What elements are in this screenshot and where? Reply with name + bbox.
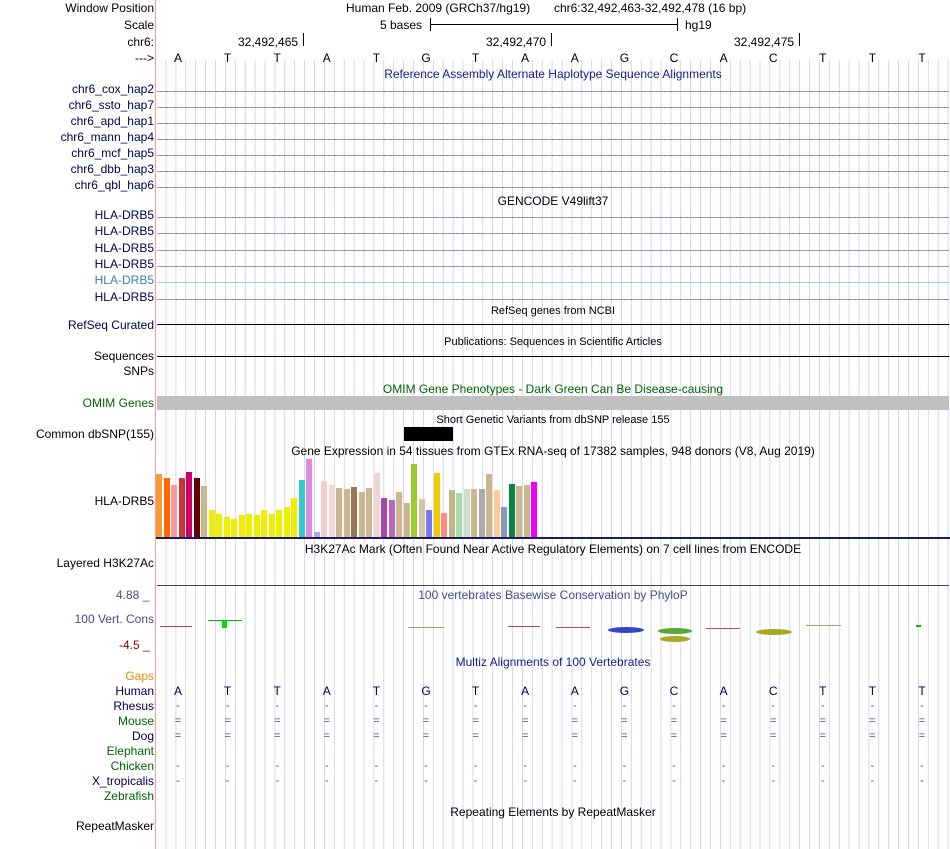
alt-haplotype-label[interactable]: chr6_apd_hap1 (70, 114, 154, 128)
window-position[interactable]: chr6:32,492,463-32,492,478 (16 bp) (554, 1, 747, 15)
alt-haplotype-label[interactable]: chr6_qbl_hap6 (74, 178, 154, 192)
multiz-alignment-cell: - (424, 775, 428, 787)
gtex-tissue-bar[interactable] (441, 513, 447, 537)
multiz-alignment-cell: = (819, 715, 827, 727)
multiz-alignment-cell: C (768, 684, 778, 698)
h3k27ac-track-title: H3K27Ac Mark (Often Found Near Active Regulatory Elements) on 7 cell lines from ENCODE (304, 542, 802, 556)
gtex-tissue-bar[interactable] (164, 478, 170, 537)
gtex-tissue-bar[interactable] (209, 510, 215, 537)
phylop-mark (408, 627, 444, 628)
base-letter: T (868, 51, 877, 65)
multiz-alignment-cell: - (820, 700, 825, 712)
base-letter: T (471, 51, 480, 65)
assembly-name: Human Feb. 2009 (GRCh37/hg19) (346, 1, 531, 15)
base-letter: A (719, 51, 728, 65)
h3k27ac-track-label[interactable]: Layered H3K27Ac (56, 556, 154, 570)
multiz-alignment-cell: - (275, 700, 280, 712)
multiz-alignment-cell: = (769, 730, 777, 742)
multiz-alignment-cell: A (322, 684, 331, 698)
base-letter: A (322, 51, 331, 65)
base-letter: A (570, 51, 579, 65)
multiz-alignment-cell: G (619, 684, 630, 698)
ruler-tick-mark-2 (551, 33, 552, 46)
multiz-alignment-cell: C (669, 684, 679, 698)
multiz-alignment-cell: = (720, 715, 727, 727)
scale-label: Scale (123, 18, 154, 32)
gtex-tissue-bar[interactable] (224, 517, 230, 537)
gtex-tissue-bar[interactable] (156, 474, 162, 537)
gtex-tissue-bar[interactable] (239, 515, 245, 537)
dbsnp-track-title: Short Genetic Variants from dbSNP release 155 (436, 414, 670, 426)
dbsnp-track-label[interactable]: Common dbSNP(155) (35, 427, 154, 441)
alt-haplotype-track-title: Reference Assembly Alternate Haplotype Sequence Alignments (384, 67, 722, 81)
multiz-alignment-cell: = (273, 715, 281, 727)
gtex-tissue-bar[interactable] (231, 519, 237, 537)
base-letter: T (918, 51, 926, 65)
gencode-transcript[interactable] (157, 261, 949, 267)
gtex-bar-chart[interactable] (156, 459, 756, 537)
gtex-tissue-bar[interactable] (471, 489, 477, 537)
base-letter: C (669, 51, 679, 65)
ruler-tick-3: 32,492,475 (734, 35, 795, 49)
multiz-alignment-cell: = (819, 730, 827, 742)
phylop-mark (756, 629, 792, 635)
multiz-species-label[interactable]: Rhesus (113, 699, 154, 713)
multiz-alignment-cell: = (224, 715, 231, 727)
multiz-alignment-cell: - (920, 760, 924, 772)
multiz-alignment-cell: - (622, 760, 627, 772)
gtex-baseline (156, 537, 950, 539)
multiz-alignment-cell: - (870, 775, 875, 787)
alt-haplotype-label[interactable]: chr6_mann_hap4 (60, 130, 154, 144)
gencode-transcript[interactable] (157, 294, 949, 300)
pubs-track-label[interactable]: Sequences (93, 349, 154, 363)
gtex-tissue-bar[interactable] (359, 492, 365, 537)
ruler-tick-mark-3 (799, 33, 800, 46)
ruler-tick-2: 32,492,470 (486, 35, 547, 49)
alt-haplotype-alignment[interactable] (157, 134, 949, 140)
strand-label: ---> (135, 51, 154, 65)
gtex-tissue-bar[interactable] (419, 499, 425, 537)
multiz-alignment-cell: A (521, 684, 530, 698)
multiz-alignment-cell: = (621, 730, 628, 742)
multiz-alignment-cell: - (473, 760, 478, 772)
gencode-gene-label[interactable]: HLA-DRB5 (94, 240, 154, 255)
gtex-track-label[interactable]: HLA-DRB5 (94, 494, 154, 508)
gtex-tissue-bar[interactable] (411, 464, 417, 537)
multiz-alignment-cell: = (918, 715, 926, 727)
gtex-tissue-bar[interactable] (306, 459, 312, 537)
scale-bar (430, 24, 677, 25)
multiz-alignment-cell: T (273, 684, 281, 698)
multiz-alignment-cell: - (176, 760, 180, 772)
scale-db: hg19 (685, 18, 712, 32)
multiz-alignment-cell: = (422, 715, 430, 727)
multiz-species-label[interactable]: Mouse (117, 714, 154, 728)
phylop-mark (658, 628, 692, 634)
base-letter: A (521, 51, 530, 65)
window-position-label: Window Position (65, 1, 154, 15)
refseq-track-label[interactable]: RefSeq Curated (67, 318, 154, 332)
multiz-alignment-cell: A (173, 684, 182, 698)
multiz-alignment-cell: - (870, 760, 875, 772)
multiz-alignment-cell: = (571, 715, 579, 727)
multiz-alignment-cell: - (374, 760, 379, 772)
scale-text: 5 bases (380, 18, 423, 32)
base-letter: T (223, 51, 232, 65)
gtex-tissue-bar[interactable] (389, 500, 395, 537)
multiz-alignment-cell: - (622, 700, 627, 712)
gencode-gene-label[interactable]: HLA-DRB5 (94, 256, 154, 271)
multiz-alignment-cell: = (521, 715, 529, 727)
multiz-alignment-cell: - (820, 775, 825, 787)
gtex-tissue-bar[interactable] (344, 489, 350, 537)
multiz-species-label[interactable]: Chicken (110, 759, 154, 773)
gtex-tissue-bar[interactable] (284, 507, 290, 537)
snps-track-label[interactable]: SNPs (123, 364, 154, 378)
gtex-tissue-bar[interactable] (186, 472, 192, 537)
multiz-alignment-cell: - (424, 760, 428, 772)
multiz-alignment-cell: A (719, 684, 728, 698)
multiz-alignment-cell: - (721, 760, 726, 772)
gtex-tissue-bar[interactable] (336, 488, 342, 537)
multiz-species-label[interactable]: Elephant (106, 744, 154, 758)
phylop-mark (556, 627, 590, 628)
gtex-tissue-bar[interactable] (516, 486, 522, 537)
multiz-alignment-cell: - (672, 760, 676, 772)
multiz-alignment-cell: = (472, 715, 479, 727)
phylop-mark (160, 626, 192, 627)
multiz-alignment-cell: - (572, 760, 577, 772)
multiz-alignment-cell: = (373, 730, 380, 742)
gencode-transcript[interactable] (157, 277, 949, 283)
base-letter: G (421, 51, 431, 65)
multiz-alignment-cell: T (868, 684, 877, 698)
multiz-alignment-cell: - (424, 700, 428, 712)
gtex-tissue-bar[interactable] (381, 498, 387, 537)
alt-haplotype-label[interactable]: chr6_cox_hap2 (71, 82, 154, 96)
gtex-tissue-bar[interactable] (194, 478, 200, 537)
refseq-track-title: RefSeq genes from NCBI (490, 305, 616, 317)
alt-haplotype-label[interactable]: chr6_mcf_hap5 (71, 146, 154, 160)
repeatmasker-track-title: Repeating Elements by RepeatMasker (450, 805, 656, 819)
multiz-alignment-cell: = (621, 715, 628, 727)
alt-haplotype-label[interactable]: chr6_dbb_hap3 (70, 162, 154, 176)
phylop-mark (706, 628, 740, 629)
multiz-alignment-cell: T (471, 684, 480, 698)
alt-haplotype-label[interactable]: chr6_ssto_hap7 (68, 98, 154, 112)
gtex-tissue-bar[interactable] (494, 490, 500, 537)
multiz-alignment-cell: - (870, 700, 875, 712)
multiz-alignment-cell: - (721, 775, 726, 787)
multiz-alignment-cell: - (374, 775, 379, 787)
multiz-alignment-cell: = (373, 715, 380, 727)
scale-bar-left-tick (430, 18, 431, 31)
gtex-tissue-bar[interactable] (261, 510, 267, 537)
pubs-line[interactable] (157, 356, 949, 357)
gtex-tissue-bar[interactable] (501, 507, 507, 537)
multiz-alignment-cell: - (523, 760, 528, 772)
multiz-alignment-cell: - (473, 775, 478, 787)
multiz-alignment-cell: - (572, 700, 577, 712)
gtex-tissue-bar[interactable] (276, 510, 282, 537)
gencode-transcript[interactable] (157, 245, 949, 251)
multiz-alignment-cell: T (819, 684, 827, 698)
multiz-alignment-cell: = (521, 730, 529, 742)
gencode-track-title: GENCODE V49lift37 (497, 194, 609, 208)
phylop-signal[interactable] (156, 612, 950, 648)
multiz-alignment-cell: - (721, 700, 726, 712)
gtex-tissue-bar[interactable] (426, 510, 432, 537)
gtex-tissue-bar[interactable] (254, 515, 260, 537)
phylop-track-title: 100 vertebrates Basewise Conservation by PhyloP (418, 588, 688, 602)
multiz-alignment-cell: A (570, 684, 579, 698)
gencode-gene-label[interactable]: HLA-DRB5 (94, 224, 154, 239)
multiz-alignment-cell: = (918, 730, 926, 742)
base-letter: C (768, 51, 778, 65)
multiz-alignment-cell: - (225, 775, 230, 787)
multiz-alignment-cell: - (572, 775, 577, 787)
gencode-transcript[interactable] (157, 212, 949, 218)
gtex-tissue-bar[interactable] (291, 498, 297, 537)
ruler-tick-1: 32,492,465 (238, 35, 299, 49)
gtex-tissue-bar[interactable] (404, 503, 410, 537)
alt-haplotype-alignment[interactable] (157, 150, 949, 156)
gtex-tissue-bar[interactable] (464, 489, 470, 537)
gencode-gene-label[interactable]: HLA-DRB5 (94, 208, 154, 222)
multiz-alignment-cell: - (672, 775, 676, 787)
pubs-track-title: Publications: Sequences in Scientific Articles (444, 336, 662, 348)
alt-haplotype-alignment[interactable] (157, 182, 949, 188)
multiz-alignment-cell: G (421, 684, 431, 698)
gtex-tissue-bar[interactable] (524, 485, 530, 537)
multiz-alignment-cell: = (472, 730, 479, 742)
multiz-species-label[interactable]: X_tropicalis (91, 774, 154, 788)
phylop-mark (916, 625, 921, 627)
gtex-tissue-bar[interactable] (299, 480, 305, 537)
multiz-alignment-cell: - (176, 700, 180, 712)
gtex-tissue-bar[interactable] (456, 493, 462, 537)
multiz-alignment-cell: = (869, 730, 876, 742)
multiz-alignment-cell: - (771, 775, 776, 787)
multiz-alignment-cell: = (323, 715, 331, 727)
multiz-track-title: Multiz Alignments of 100 Vertebrates (455, 655, 651, 669)
multiz-alignment-cell: = (422, 730, 430, 742)
multiz-alignment-cell: - (176, 775, 180, 787)
gencode-gene-label[interactable]: HLA-DRB5 (94, 289, 154, 304)
multiz-alignment-cell: T (223, 684, 232, 698)
gtex-tissue-bar[interactable] (329, 485, 335, 537)
dbsnp-variant-block[interactable] (404, 427, 453, 441)
gtex-tissue-bar[interactable] (396, 492, 402, 537)
multiz-species-label[interactable]: Human (115, 684, 154, 698)
phylop-track-label[interactable]: 100 Vert. Cons (74, 612, 154, 626)
phylop-ymin: -4.5 _ (119, 638, 150, 652)
gtex-tissue-bar[interactable] (201, 486, 207, 537)
multiz-alignment-cell: T (918, 684, 926, 698)
multiz-alignment-cell: - (920, 700, 924, 712)
multiz-alignment-cell: = (174, 730, 182, 742)
gtex-tissue-bar[interactable] (479, 489, 485, 537)
multiz-alignment-cell: - (324, 760, 329, 772)
multiz-alignment-cell: - (324, 775, 329, 787)
multiz-gaps-label: Gaps (125, 669, 154, 683)
base-letter: T (819, 51, 827, 65)
gtex-tissue-bar[interactable] (269, 514, 275, 537)
multiz-alignment-cell: = (571, 730, 579, 742)
multiz-alignment-cell: = (670, 715, 678, 727)
phylop-mark (806, 625, 841, 626)
phylop-mark (608, 627, 644, 633)
scale-bar-right-tick (677, 18, 678, 31)
gtex-tissue-bar[interactable] (486, 474, 492, 537)
multiz-species-label[interactable]: Dog (131, 729, 154, 743)
repeatmasker-track-label[interactable]: RepeatMasker (75, 819, 154, 833)
gtex-tissue-bar[interactable] (351, 487, 357, 537)
multiz-alignment-cell: - (225, 700, 230, 712)
gtex-tissue-bar[interactable] (179, 478, 185, 537)
phylop-mark (508, 626, 540, 627)
alt-haplotype-alignment[interactable] (157, 166, 949, 172)
multiz-alignment-cell: - (473, 700, 478, 712)
phylop-mark (222, 620, 227, 628)
gencode-transcript[interactable] (157, 228, 949, 234)
multiz-alignment-cell: - (324, 700, 329, 712)
multiz-alignment-cell: = (174, 715, 182, 727)
gtex-tissue-bar[interactable] (531, 482, 537, 537)
alt-haplotype-alignment[interactable] (157, 86, 949, 92)
base-letter: A (173, 51, 182, 65)
omim-track-label[interactable]: OMIM Genes (82, 396, 154, 410)
multiz-alignment-cell: - (622, 775, 627, 787)
multiz-alignment-cell: = (769, 715, 777, 727)
gtex-track-title: Gene Expression in 54 tissues from GTEx RNA-seq of 17382 samples, 948 donors (V8, Aug 2019) (291, 444, 815, 458)
multiz-alignment-cell: - (771, 760, 776, 772)
multiz-alignment-cell: = (670, 730, 678, 742)
gtex-tissue-bar[interactable] (449, 490, 455, 537)
alt-haplotype-alignment[interactable] (157, 118, 949, 124)
phylop-ymax: 4.88 _ (116, 588, 150, 602)
multiz-alignment-cell: - (374, 700, 379, 712)
multiz-alignment-cell: - (672, 700, 676, 712)
gtex-tissue-bar[interactable] (509, 484, 515, 537)
gtex-tissue-bar[interactable] (434, 473, 440, 537)
gtex-tissue-bar[interactable] (171, 485, 177, 537)
base-letter: G (619, 51, 630, 65)
multiz-alignment-cell: = (323, 730, 331, 742)
gtex-tissue-bar[interactable] (216, 514, 222, 537)
multiz-alignment-cell: - (523, 700, 528, 712)
multiz-alignment-cell: - (771, 700, 776, 712)
multiz-alignment-cell: - (523, 775, 528, 787)
alt-haplotype-alignment[interactable] (157, 102, 949, 108)
multiz-alignment-cell: = (224, 730, 231, 742)
omim-track-title: OMIM Gene Phenotypes - Dark Green Can Be Disease-causing (382, 382, 724, 396)
multiz-alignment-cell: - (920, 775, 924, 787)
multiz-alignment-cell: = (273, 730, 281, 742)
multiz-alignment-cell: - (820, 760, 825, 772)
multiz-alignment-cell: = (720, 730, 727, 742)
h3k27ac-baseline (157, 585, 949, 586)
refseq-gene-line[interactable] (157, 324, 949, 325)
gtex-tissue-bar[interactable] (321, 481, 327, 537)
omim-gene-bar[interactable] (157, 396, 949, 410)
base-letter: T (273, 51, 281, 65)
multiz-alignment-cell: - (225, 760, 230, 772)
gtex-tissue-bar[interactable] (246, 514, 252, 537)
chrom-label: chr6: (127, 35, 154, 49)
base-letter: T (372, 51, 381, 65)
multiz-alignment-cell: - (275, 760, 280, 772)
multiz-species-label[interactable]: Zebrafish (103, 789, 154, 803)
multiz-alignment-cell: T (372, 684, 381, 698)
multiz-alignment-cell: = (869, 715, 876, 727)
gencode-gene-label[interactable]: HLA-DRB5 (94, 273, 154, 288)
phylop-mark (660, 636, 690, 642)
gtex-tissue-bar[interactable] (366, 488, 372, 537)
multiz-alignment-cell: - (275, 775, 280, 787)
gtex-tissue-bar[interactable] (374, 473, 380, 537)
ruler-tick-mark-1 (303, 33, 304, 46)
